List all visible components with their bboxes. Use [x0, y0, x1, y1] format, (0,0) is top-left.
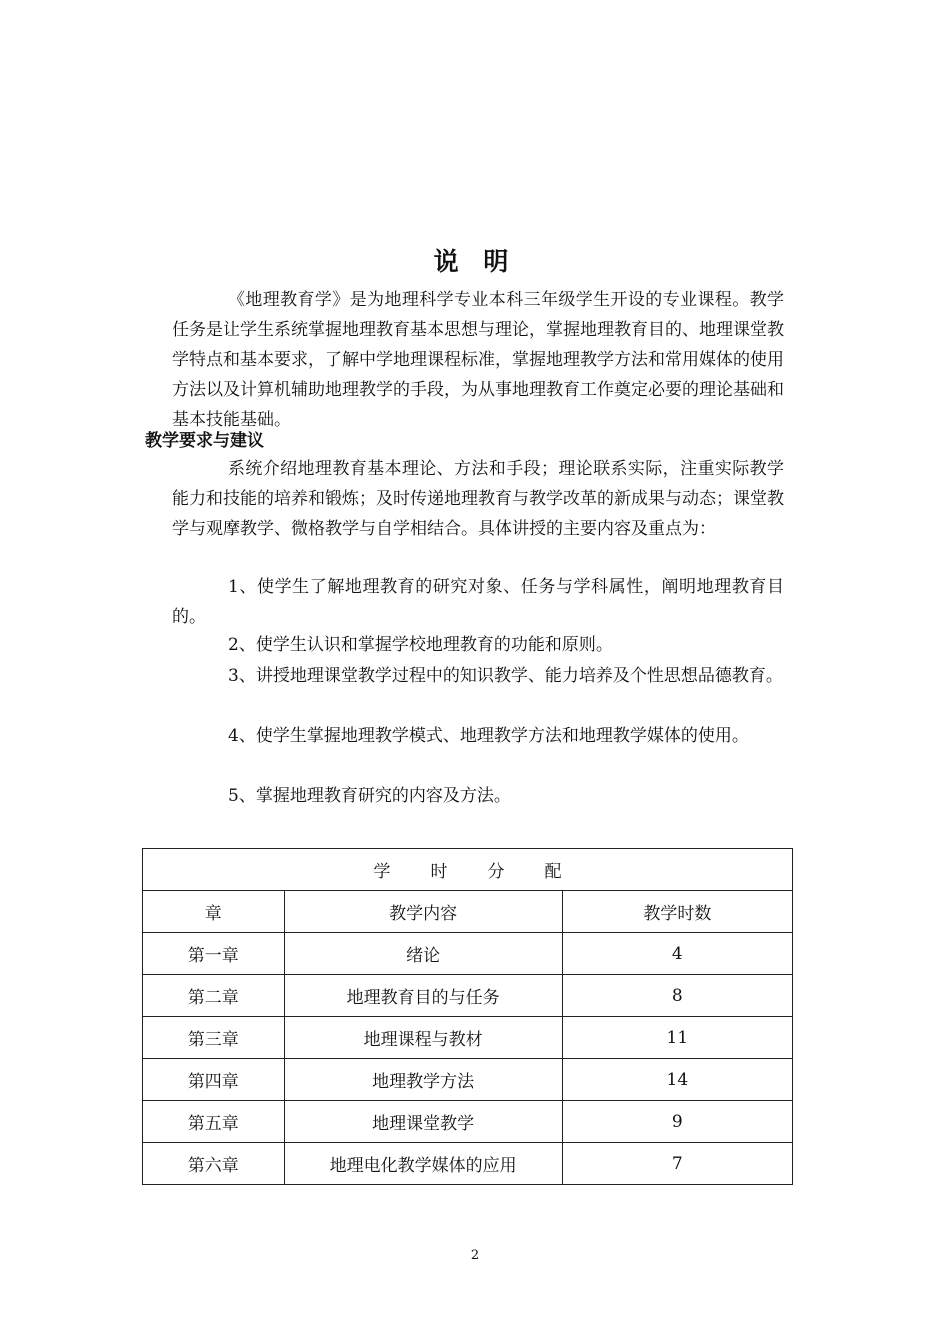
content-cell: 地理课堂教学	[284, 1101, 562, 1143]
hours-cell: 11	[562, 1017, 792, 1059]
table-header-row	[143, 891, 793, 933]
page-number: 2	[470, 1248, 480, 1263]
table-row	[143, 1101, 793, 1143]
table-row	[143, 1059, 793, 1101]
table-row	[143, 1143, 793, 1185]
chapter-cell: 第三章	[143, 1017, 285, 1059]
content-cell: 地理教学方法	[284, 1059, 562, 1101]
hours-cell: 4	[562, 933, 792, 975]
point-4: 4、使学生掌握地理教学模式、地理教学方法和地理教学媒体的使用。	[228, 726, 749, 746]
content-cell: 地理课程与教材	[284, 1017, 562, 1059]
header-content: 教学内容	[284, 891, 562, 933]
chapter-cell: 第四章	[143, 1059, 285, 1101]
point-1: 1、使学生了解地理教育的研究对象、任务与学科属性，阐明地理教育目的。	[172, 577, 784, 627]
content-cell: 地理教育目的与任务	[284, 975, 562, 1017]
table-row	[143, 933, 793, 975]
point-3: 3、讲授地理课堂教学过程中的知识教学、能力培养及个性思想品德教育。	[228, 666, 783, 686]
hours-cell: 8	[562, 975, 792, 1017]
section-intro-paragraph: 系统介绍地理教育基本理论、方法和手段；理论联系实际，注重实际教学能力和技能的培养和锻炼；及时传递地理教育与教学改革的新成果与动态；课堂教学与观摩教学、微格教学与自学相结合。具体讲授的主要内容及重点为：	[172, 459, 784, 539]
hours-cell: 7	[562, 1143, 792, 1185]
table-caption: 学时分配	[143, 849, 793, 891]
content-cell: 绪论	[284, 933, 562, 975]
point-5: 5、掌握地理教育研究的内容及方法。	[228, 786, 511, 806]
hours-cell: 14	[562, 1059, 792, 1101]
table-row	[143, 1017, 793, 1059]
header-chapter: 章	[143, 891, 285, 933]
content-cell: 地理电化教学媒体的应用	[284, 1143, 562, 1185]
table-row	[143, 975, 793, 1017]
table-caption-row	[143, 849, 793, 891]
section-heading: 教学要求与建议	[145, 431, 264, 451]
chapter-cell: 第五章	[143, 1101, 285, 1143]
chapter-cell: 第六章	[143, 1143, 285, 1185]
hours-cell: 9	[562, 1101, 792, 1143]
chapter-cell: 第一章	[143, 933, 285, 975]
hours-allocation-table	[142, 848, 793, 1185]
intro-paragraph: 《地理教育学》是为地理科学专业本科三年级学生开设的专业课程。教学任务是让学生系统掌握地理教育基本思想与理论，掌握地理教育目的、地理课堂教学特点和基本要求，了解中学地理课程标准，掌握地理教学方法和常用媒体的使用方法以及计算机辅助地理教学的手段，为从事地理教育工作奠定必要的理论基础和基本技能基础。	[172, 290, 784, 430]
chapter-cell: 第二章	[143, 975, 285, 1017]
header-hours: 教学时数	[562, 891, 792, 933]
page-title: 说 明	[433, 247, 517, 276]
point-2: 2、使学生认识和掌握学校地理教育的功能和原则。	[228, 635, 613, 655]
